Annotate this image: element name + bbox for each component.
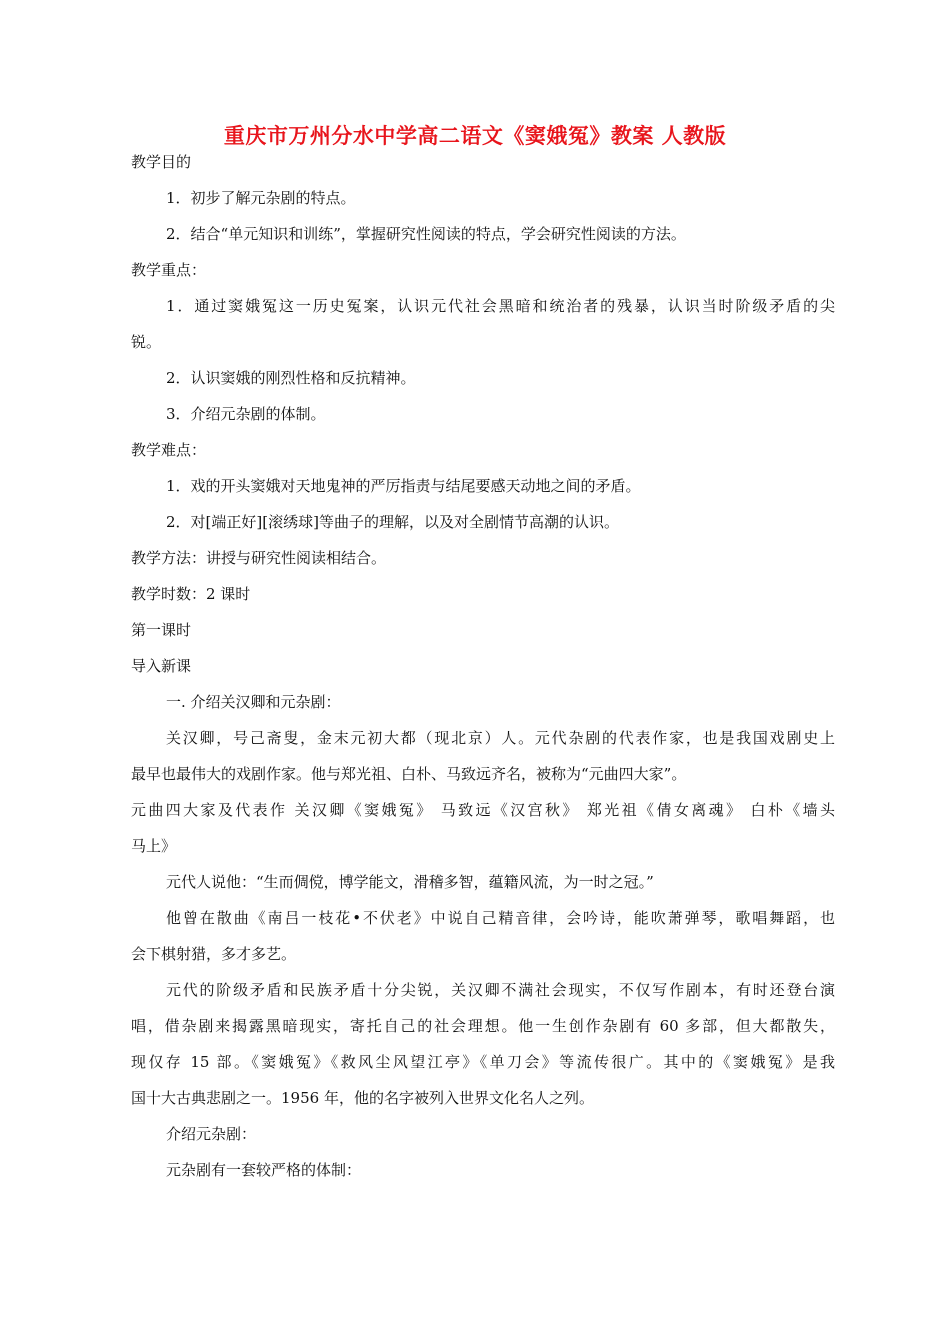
paragraph-line: 唱，借杂剧来揭露黑暗现实，寄托自己的社会理想。他一生创作杂剧有 60 多部，但大都散失，	[131, 1017, 835, 1035]
paragraph-line: 3．介绍元杂剧的体制。	[166, 405, 326, 423]
paragraph-line: 2．结合“单元知识和训练”，掌握研究性阅读的特点，学会研究性阅读的方法。	[166, 225, 686, 243]
paragraph-line: 锐。	[131, 333, 162, 351]
subsection-heading: 介绍元杂剧：	[166, 1125, 257, 1143]
section-heading-lesson-one: 第一课时	[131, 621, 192, 639]
paragraph-line: 元代人说他：“生而倜傥，博学能文，滑稽多智，蕴籍风流，为一时之冠。”	[166, 873, 654, 891]
paragraph-line: 现仅存 15 部。《窦娥冤》《救风尘风望江亭》《单刀会》等流传很广。其中的《窦娥冤》是我	[131, 1053, 835, 1071]
paragraph-line: 元曲四大家及代表作 关汉卿《窦娥冤》 马致远《汉宫秋》 郑光祖《倩女离魂》 白朴《墙头	[131, 801, 835, 819]
paragraph-line: 2．认识窦娥的刚烈性格和反抗精神。	[166, 369, 416, 387]
section-heading-methods: 教学方法：讲授与研究性阅读相结合。	[131, 549, 387, 567]
section-heading-key-points: 教学重点：	[131, 261, 207, 279]
section-heading-intro: 导入新课	[131, 657, 192, 675]
paragraph-line: 1．通过窦娥冤这一历史冤案，认识元代社会黑暗和统治者的残暴，认识当时阶级矛盾的尖	[166, 297, 835, 315]
paragraph-line: 元杂剧有一套较严格的体制：	[166, 1161, 362, 1179]
section-heading-hours: 教学时数：2 课时	[131, 585, 251, 603]
paragraph-line: 关汉卿，号己斋叟，金末元初大都（现北京）人。元代杂剧的代表作家，也是我国戏剧史上	[166, 729, 835, 747]
paragraph-line: 元代的阶级矛盾和民族矛盾十分尖锐，关汉卿不满社会现实，不仅写作剧本，有时还登台演	[166, 981, 835, 999]
document-title: 重庆市万州分水中学高二语文《窦娥冤》教案 人教版	[223, 124, 727, 148]
subsection-heading: 一. 介绍关汉卿和元杂剧：	[166, 693, 341, 711]
paragraph-line: 马上》	[131, 837, 177, 855]
paragraph-line: 会下棋射猎，多才多艺。	[131, 945, 297, 963]
paragraph-line: 2．对[端正好][滚绣球]等曲子的理解，以及对全剧情节高潮的认识。	[166, 513, 619, 531]
paragraph-line: 1．戏的开头窦娥对天地鬼神的严厉指责与结尾要感天动地之间的矛盾。	[166, 477, 641, 495]
section-heading-difficulties: 教学难点：	[131, 441, 207, 459]
paragraph-line: 最早也最伟大的戏剧作家。他与郑光祖、白朴、马致远齐名，被称为“元曲四大家”。	[131, 765, 687, 783]
paragraph-line: 他曾在散曲《南吕一枝花•不伏老》中说自己精音律，会吟诗，能吹萧弹琴，歌唱舞蹈，也	[166, 909, 835, 927]
paragraph-line: 国十大古典悲剧之一。1956 年，他的名字被列入世界文化名人之列。	[131, 1089, 594, 1107]
section-heading-objectives: 教学目的	[131, 153, 192, 171]
paragraph-line: 1．初步了解元杂剧的特点。	[166, 189, 356, 207]
